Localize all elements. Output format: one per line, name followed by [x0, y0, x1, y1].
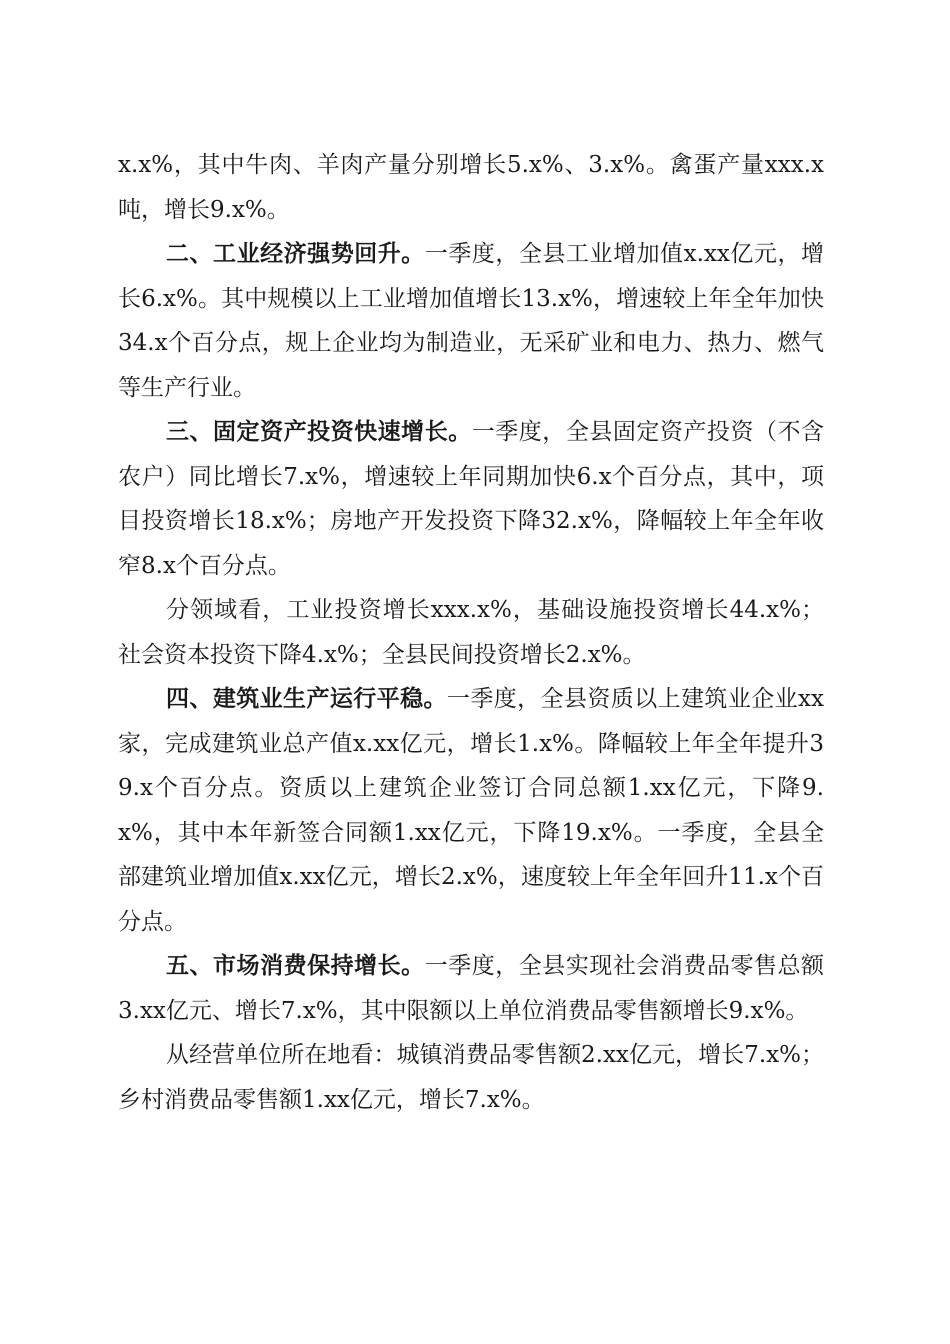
section-heading-construction: 四、建筑业生产运行平稳。 — [166, 686, 447, 712]
paragraph-text: 分领域看，工业投资增长xxx.x%，基础设施投资增长44.x%；社会资本投资下降4.x%；全县民间投资增长2.x%。 — [118, 597, 824, 668]
paragraph-text: 一季度，全县工业增加值x.xx亿元，增长6.x%。其中规模以上工业增加值增长13.x%，增速较上年全年加快34.x个百分点，规上企业均为制造业，无采矿业和电力、热力、燃气等生产行业。 — [118, 241, 824, 401]
paragraph-industry — [118, 232, 824, 410]
paragraph-text: 一季度，全县实现社会消费品零售总额3.xx亿元、增长7.x%，其中限额以上单位消费品零售额增长9.x%。 — [118, 953, 825, 1024]
paragraph-text: x.x%，其中牛肉、羊肉产量分别增长5.x%、3.x%。禽蛋产量xxx.x吨，增长9.x%。 — [118, 152, 824, 223]
section-heading-industry: 二、工业经济强势回升。 — [166, 241, 425, 267]
paragraph-investment-by-field — [118, 588, 824, 677]
section-heading-fixed-investment: 三、固定资产投资快速增长。 — [166, 419, 472, 445]
paragraph-consumption-by-location — [118, 1033, 824, 1122]
paragraph-text: 一季度，全县固定资产投资（不含农户）同比增长7.x%，增速较上年同期加快6.x个百分点，其中，项目投资增长18.x%；房地产开发投资下降32.x%，降幅较上年全年收窄8.x个百分点。 — [118, 419, 825, 579]
paragraph-consumption — [118, 944, 824, 1033]
paragraph-construction — [118, 677, 824, 944]
paragraph-livestock-continued — [118, 143, 824, 232]
document-page — [118, 143, 824, 1122]
paragraph-text: 一季度，全县资质以上建筑业企业xx家，完成建筑业总产值x.xx亿元，增长1.x%。降幅较上年全年提升39.x个百分点。资质以上建筑企业签订合同总额1.xx亿元，下降9.x%，其中本年新签合同额1.xx亿元，下降19.x%。一季度，全县全部建筑业增加值x.xx亿元，增长2.x%，速度较上年全年回升11.x个百分点。 — [118, 686, 825, 935]
paragraph-text: 从经营单位所在地看：城镇消费品零售额2.xx亿元，增长7.x%；乡村消费品零售额1.xx亿元，增长7.x%。 — [118, 1042, 824, 1113]
paragraph-fixed-investment — [118, 410, 824, 588]
section-heading-consumption: 五、市场消费保持增长。 — [166, 953, 425, 979]
